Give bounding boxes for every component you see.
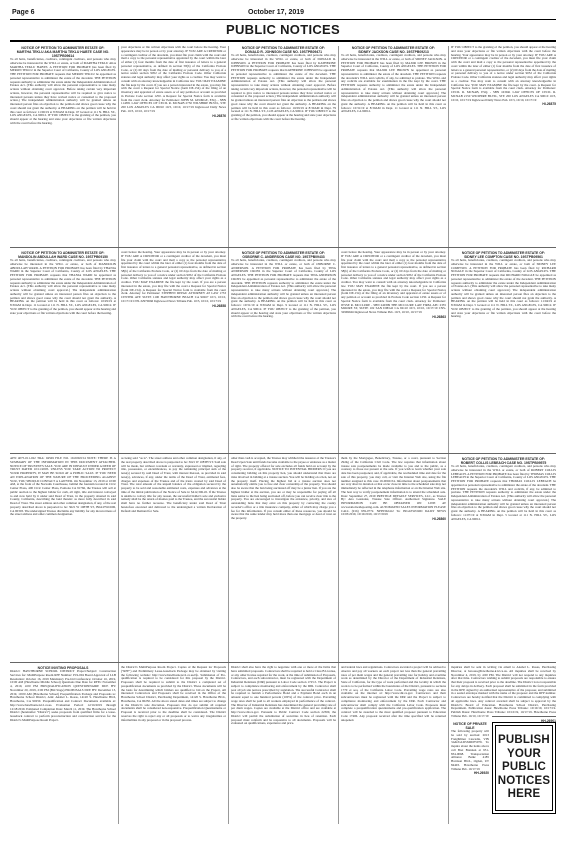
notice-body: as being sold "as is". The street address and other common designation, if any, of the real property described above is purported to be: 3621 W 108TH ST. Said sale will be made, but without covenant or warranty, expressed or implied, regarding title, possession, or encumbrances, to pay the remaining principal sum of the note(s) secured by said Deed of Trust, with interest thereon, as provided in said note(s), advances, if any, under the terms of the Deed of Trust, estimated fees, charges and expenses of the Trustee and of the trusts created by said Deed of Trust. The total amount of the unpaid balance of the obligation secured by the property to be sold and reasonable estimated costs, expenses and advances at the time of the initial publication of the Notice of Sale is: $412,306.45. If the Trustee is unable to convey title for any reason, the successful bidder's sole and exclusive remedy shall be the return of monies paid to the Trustee, and the successful bidder shall have no further recourse. The beneficiary under said Deed of Trust heretofore executed and delivered to the undersigned a written Declaration of Default and Demand for Sale.: [121, 457, 226, 513]
notice-subtitle: MARTHA TEKLU AKA MARTHA TEKLU HABTE CASE NO. 19STPB09614: [16, 50, 110, 58]
notice-body: To all heirs, beneficiaries, creditors, contingent creditors, and persons who may otherwise be interested in the WILL or estate, or both of SIDNEY LEE COMPTON. A PETITION FOR PROBATE has been filed by RICHARD NOGGLE in the Superior Court of California, County of LOS ANGELES. THE PETITION FOR PROBATE requests that RICHARD NOGGLE be appointed as personal representative to administer the estate of the decedent. THE PETITION requests authority to administer the estate under the Independent Administration of Estates Act. (This authority will allow the personal representative to take many actions without obtaining court approval.) The independent administration authority will be granted unless an interested person files an objection to the petition and shows good cause why the court should not grant the authority. A HEARING on the petition will be held in this court as follows: 11/04/19 at 8:30AM in Dept. 5 located at 111 N. HILL ST., LOS ANGELES, CA 90012. IF YOU OBJECT to the granting of the petition, you should appear at the hearing and state your objections or file written objections with the court before the hearing.: [451, 258, 556, 319]
legal-notice: [341, 46, 446, 245]
notice-subtitle: DONALD R. JOHNSON CASE NO. 19STPB09471: [244, 50, 323, 54]
legal-notice: [341, 251, 446, 451]
legal-notice: [121, 251, 226, 451]
notice-title: NOTICE OF PRIVATE SALE: [453, 722, 487, 730]
notice-title: NOTICE INVITING PROPOSALS: [37, 666, 89, 670]
notice-body: IF YOU OBJECT to the granting of the petition, you should appear at the hearing and state your objections or file written objections with the court before the hearing. Your appearance may be in person or by your attorney. IF YOU ARE A CREDITOR or a contingent creditor of the decedent, you must file your claim with the court and mail a copy to the personal representative appointed by the court within the later of either (1) four months from the date of first issuance of letters to a general personal representative, or (2) 60 days from the date of mailing or personal delivery to you of a notice under section 9052 of the California Probate Code. Other California statutes and legal authority may affect your rights as a creditor. You may want to consult with an attorney knowledgeable in California law. YOU MAY EXAMINE the file kept by the court. A Request for Special Notice form is available from the court clerk. Attorney for Petitioner: CECIL R. MCNAB, ESQ. - SBN 163941 LAW OFFICES OF CECIL R. MCNAB 2150 WILSHIRE BLVD., STE 200 LOS ANGELES CA 90010 10/3, 10/10, 10/17/19 Inglewood Daily News Pub. 10/3, 10/10, 10/17/19: [451, 46, 556, 102]
legal-notice: [231, 457, 336, 660]
notice-body: the District's MultiPurpose Room Project. Copies of the Request for Proposals ("RFP") and Preliminary Lease-leaseback Package may be obtained by visiting the following website: http://www.hawthorne.k12.ca.us/rfp. Submission of Pre-qualification is required to be considered for this proposal by the District. Proposers shall be required to submit to the District a completed set of prequalification documents as provided by the District. These documents will be the basis for determining which bidders are qualified to bid on the Project. All interested Contractors and Proposers shall be received in the Office of the Hawthorne School District, Purchasing Department, 14120 S. Hawthorne Blvd., Hawthorne, CA 90250. All the above stated dates and times are subject to change at the District's sole discretion. Proposers that do not submit all required documents shall be considered non-responsive. Prequalification Questionnaire or Proposal is received prior to the deadline shall be considered. The District reserves the right to reject any or all proposals or to waive any irregularities or informalities in any proposal or in the proposal process.: [121, 666, 226, 722]
legal-notice: [341, 457, 446, 660]
issue-date: October 17, 2019: [248, 9, 305, 16]
notice-id: HI-26858: [212, 303, 226, 308]
notice-title: NOTICE OF PETITION TO ADMINISTER ESTATE OF:: [461, 251, 546, 255]
notice-title: NOTICE OF PETITION TO ADMINISTER ESTATE OF:: [241, 46, 326, 50]
notice-body: To all heirs, beneficiaries, creditors, contingent creditors, and persons who may otherwise be interested in the WILL or estate, or both of ROBERT COLLIS LEBEACH. A PETITION FOR PROBATE has been filed by THOMAS COLLIS LEBEACH in the Superior Court of California, County of LOS ANGELES. THE PETITION FOR PROBATE requests that THOMAS COLLIS LEBEACH be appointed as personal representative to administer the estate of the decedent. THE PETITION requests the decedent's WILL and codicils, if any, be admitted to probate. THE PETITION requests authority to administer the estate under the Independent Administration of Estates Act. (This authority will allow the personal representative to take many actions without obtaining court approval.) The independent administration authority will be granted unless an interested person files an objection to the petition and shows good cause why the court should not grant the authority. A HEARING on the petition will be held in this court as follows: 11/07/19 at 8:30AM in Dept. 5 located at 111 N. HILL ST., LOS ANGELES, CA 90012.: [451, 464, 556, 521]
legal-notice: [231, 666, 336, 838]
row-divider: [10, 453, 556, 454]
notice-subtitle: OSBORNE C. ANDERSON CASE NO. 19STPB09433: [242, 255, 325, 259]
notice-body: your objections or file written objections with the court before the hearing. Your appearance may be in person or by your attorney. IF YOU ARE A CREDITOR or a contingent creditor of the decedent, you must file your claim with the court and mail a copy to the personal representative appointed by the court within the later of either (1) four months from the date of first issuance of letters to a general personal representative, as defined in section 58(b) of the California Probate Code, or (2) 60 days from the date of mailing or personal delivery to you of a notice under section 9052 of the California Probate Code. Other California statutes and legal authority may affect your rights as a creditor. You may want to consult with an attorney knowledgeable in California law. YOU MAY EXAMINE the file kept by the court. If you are a person interested in the estate, you may file with the court a Request for Special Notice (form DE-154) of the filing of an inventory and appraisal of estate assets or of any petition or account as provided in Probate Code section 1250. A Request for Special Notice form is available from the court clerk. Attorney for Petitioner: JOHN M. GEORGE, ESQ. - SBN 114381 LAW OFFICES OF CECIL R. MCNAB 2750 WILSHIRE BLVD., STE 200 LOS ANGELES CA 90010 10/3, 10/10, 10/17/19 Inglewood Daily News Pub. 10/3, 10/10, 10/17/19: [121, 46, 226, 113]
column-divider: [118, 46, 119, 824]
legal-notice: [231, 251, 336, 451]
notice-title: NOTICE OF PETITION TO ADMINISTER ESTATE OF:: [241, 251, 326, 255]
legal-notice: [121, 457, 226, 660]
notice-body: To all heirs, beneficiaries, creditors, contingent creditors, and persons who may otherwise be interested in the WILL or estate, or both of SIDNEY JACKSON. A PETITION FOR PROBATE has been filed by MAJOR LEE BROWN in the Superior Court of California, County of LOS ANGELES. THE PETITION FOR PROBATE requests that MAJOR LEE BROWN be appointed as personal representative to administer the estate of the decedent. THE PETITION requests the decedent's WILL and codicils, if any, be admitted to probate. The WILL and any codicils are available for examination in the file kept by the court. THE PETITION requests authority to administer the estate under the Independent Administration of Estates Act. (This authority will allow the personal representative to take many actions without obtaining court approval.) The independent administration authority will be granted unless an interested person files an objection to the petition and shows good cause why the court should not grant the authority. A HEARING on the petition will be held in this court as follows: 10/31/19 at 8:30AM in Dept. 11 located at 111 N. HILL ST., LOS ANGELES, CA 90012.: [341, 53, 446, 114]
notice-title: NOTICE OF PETITION TO ADMINISTER ESTATE OF:: [21, 46, 105, 50]
header-rule: [10, 19, 556, 20]
title-rule: [10, 40, 556, 42]
legal-notice: [451, 251, 556, 451]
notice-id: HI-26863: [432, 314, 446, 319]
row-divider: [10, 247, 556, 248]
notice-id: HH-26901: [540, 718, 556, 723]
publish-notices-ad-text: PUBLISH YOUR PUBLIC NOTICES HERE: [495, 725, 553, 811]
notice-subtitle: SIDNEY LEE COMPTON CASE NO. 19STPB09561: [464, 255, 543, 259]
legal-notice: [451, 722, 489, 838]
publish-notices-ad[interactable]: [492, 722, 556, 814]
notice-body: court before the hearing. Your appearance may be in person or by your attorney. IF YOU ARE A CREDITOR or a contingent creditor of the decedent, you must file your claim with the court and mail a copy to the personal representative appointed by the court within the later of either (1) four months from the date of first issuance of letters to a general personal representative, as defined in section 58(b) of the California Probate Code, or (2) 60 days from the date of mailing or personal delivery to you of a notice under section 9052 of the California Probate Code. Other California statutes and legal authority may affect your rights as a creditor. YOU MAY EXAMINE the file kept by the court. If you are a person interested in the estate, you may file with the court a Request for Special Notice (form DE-154). A Request for Special Notice form is available from the court clerk. Attorney for Petitioner: STEPHEN DEPAU ATTORNEY AT LAW 1733 CENTER AVE SUITE 1100 HAWTHORNE BEACH CA 90267 10/3, 10/10, 10/17/19 CNS-3297069# Inglewood News Tribune Pub. 10/3, 10/10, 10/17/19: [121, 251, 226, 303]
legal-notice: [121, 46, 226, 245]
notice-subtitle: ROBERT COLLIS LEBEACH CASE NO. 19STPB09575: [460, 461, 547, 465]
legal-notice: [10, 46, 116, 245]
legal-notice: [341, 666, 446, 838]
notice-title: NOTICE OF PETITION TO ADMINISTER ESTATE OF:: [461, 457, 546, 461]
page-number: Page 6: [12, 9, 35, 16]
notice-body: The following property will be sold by auction: 2013 Freightliner Cascadia, VIN 3AKJGLD5XDDF5979. To inquire about the items above call Bret Brennan at 951-834-0068. Transportation Alliance Bank: 4185 Harrison Blvd., Ogden, UT 84403. Hawthorne Press Tribune Pub. 10/17/19: [451, 729, 489, 771]
notice-body: District: HAWTHORNE SCHOOL DISTRICT Project/Subject: Construction Services for: MultiPurpose Room RFP Number: P19-004 Board Approval of LLB Resolution: October 16, 2019 Mandatory Pre-bid Conference: October 16, 2019, 10:00 AM (Hawthorne Middle School) Questions Due Date for RFPs: November 4, 2019, 4:00 PM PREQUALIFICATION QUESTIONNAIRE DUE BY: November 20, 2019, 2:00 PM (Bid Stage) PROPOSALS DUE BY: December 13, 2019, 10:00 AM (Hawthorne School) Prequalification Package and Proposals to: Hawthorne School District, Attn: Anabel L. Rosas, 14120 S. Hawthorne Blvd, Hawthorne, CA 90250. Prequalification and Contract Documents available at: http://www.hawthorne.k12.ca.us. Evaluation Period: 12/16/2019 through 12/18/2019. Estimated Completion Date: March 11, 2019. The Hawthorne School District (hereinafter "District") seeks proposals from qualified firms for a lease-leaseback contract to perform preconstruction and construction services for the District's MultiPurpose Room Project.: [10, 669, 116, 722]
legal-notice: [121, 666, 226, 838]
notice-body: To all heirs, beneficiaries, creditors, contingent creditors, and persons who may otherwise be interested in the WILL or estate, or both of OSBORNE C. ANDERSON. A PETITION FOR PROBATE has been filed by TINA ANDERSON CROSS in the Superior Court of California, County of LOS ANGELES. THE PETITION FOR PROBATE requests that TINA ANDERSON CROSS be appointed as personal representative to administer the estate of the decedent. THE PETITION requests authority to administer the estate under the Independent Administration of Estates Act. (This authority will allow the personal representative to take many actions without obtaining court approval.) The independent administration authority will be granted unless an interested person files an objection to the petition and shows good cause why the court should not grant the authority. A HEARING on the petition will be held in this court as follows: 10/31/19 at 8:30AM in Dept. 9 located at 111 N. HILL ST., LOS ANGELES, CA 90012. IF YOU OBJECT to the granting of the petition, you should appear at the hearing and state your objections or file written objections with the court before the hearing.: [231, 258, 336, 319]
column-divider: [448, 46, 449, 824]
notice-id: HI-26876: [212, 113, 226, 118]
notice-body: To all heirs, beneficiaries, creditors, contingent creditors, and persons who may otherwise be interested in the WILL or estate, or both of MANDOLIN ABDULLAH WARD. A PETITION FOR PROBATE has been filed by THANIA WARD in the Superior Court of California, County of LOS ANGELES. THE PETITION FOR PROBATE requests that THANIA WARD be appointed as personal representative to administer the estate of the decedent. THE PETITION requests authority to administer the estate under the Independent Administration of Estates Act. (This authority will allow the personal representative to take many actions without obtaining court approval.) The independent administration authority will be granted unless an interested person files an objection to the petition and shows good cause why the court should not grant the authority. A HEARING on the petition will be held in this court as follows: 10/29/19 at 8:30AM in Dept. 11 located at 111 N. HILL ST., LOS ANGELES, CA 90012. IF YOU OBJECT to the granting of the petition, you should appear at the hearing and state your objections or file written objections with the court before the hearing.: [10, 258, 116, 315]
notice-body: APN 4075-011-022 TRA: 04569 FILE NO. 19-0002154 NOTE: THERE IS A SUMMARY OF THE INFORMATION IN THIS DOCUMENT ATTACHED. NOTICE OF TRUSTEE'S SALE. YOU ARE IN DEFAULT UNDER A DEED OF TRUST DATED 10/11/2005. UNLESS YOU TAKE ACTION TO PROTECT YOUR PROPERTY, IT MAY BE SOLD AT A PUBLIC SALE. IF YOU NEED AN EXPLANATION OF THE NATURE OF THE PROCEEDING AGAINST YOU, YOU SHOULD CONTACT A LAWYER. On November 13, 2019 at 10:00 AM, at the front of the Norwalk Courthouse, behind the fountain located in Civic Center Plaza, 400 Civic Center Plaza, Pomona CA 91766, the Trustee will sell at public auction to the highest bidder for cash, all right, title and interest conveyed to and now held by it under said Deed of Trust, in the property situated in said County, California, describing the land therein: as more fully described in said Deed of Trust. The street address and other common designation, if any, of the real property described above is purported to be: 3621 W 108TH ST, INGLEWOOD, CA 90303. The undersigned Trustee disclaims any liability for any incorrectness of the street address and other common designation.: [10, 457, 116, 517]
legal-notice: [10, 457, 116, 660]
legal-notice: [451, 457, 556, 660]
notice-body: inquiries shall be sent in writing via email to Anabel L. Rosas, Purchasing Director, at barosas@hawthorne.k12.ca.us. All inquiries shall be received by November 4, 2019, by 4:00 PM. The District will not respond to any inquiries after that time. Contractors wishing to submit proposals are responsible to ensure that their proposal is received prior to the deadline. The District is not responsible for any delays in delivery. Each proposal shall be submitted in the form provided in the RFP, signed by an authorized representative of the proposer, and submitted in a sealed envelope marked with the name of the proposer and the RFP number. Contractors are hereby notified that the District is committed to complying with all applicable laws. Any contract awarded shall be subject to approval by the District's Board of Education. Hawthorne School District, Purchasing Department. Publication dates: Hawthorne Press Tribune: 10/10/19, 10/17/19. Publish Dates: Hawthorne Press Tribune: 10/10/19, 10/17/19. Hawthorne Press Tribune Pub. 10/10, 10/17/19: [451, 666, 556, 718]
notice-body: other than cash is accepted, the Trustee may withhold the issuance of the Trustee's Deed Upon Sale until funds become available to the payee or endorsee as a matter of right. The property offered for sale excludes all funds held on account by the property receiver, if applicable. NOTICE TO POTENTIAL BIDDERS: If you are considering bidding on this property lien, you should understand that there are risks involved in bidding at a trustee auction. You will be bidding on a lien, not on the property itself. Placing the highest bid at a trustee auction does not automatically entitle you to free and clear ownership of the property. You should also be aware that the lien being auctioned off may be a junior lien. If you are the highest bidder at the auction, you are or may be responsible for paying off all liens senior to the lien being auctioned off, before you can receive clear title to the property. You are encouraged to investigate the existence, priority, and size of outstanding liens that may exist on this property by contacting the county recorder's office or a title insurance company, either of which may charge you a fee for this information. If you consult either of these resources, you should be aware that the same lender may hold more than one mortgage or deed of trust on the property.: [231, 457, 336, 520]
notice-id: HI-26860: [432, 517, 446, 521]
notice-subtitle: MANDOLIN ABDULLAH WARD CASE NO. 19STPB09150: [18, 255, 108, 259]
legal-notice: [10, 251, 116, 451]
notice-body: District shall also have the right to negotiate with one or more of the firms that have submitted proposals. Contractors shall be required to hold a Class B License, or any other license required for the work, at the time of submission of Proposals. Contractors, and each subcontractor, must be registered with the Department of Industrial Relations (DIR) pursuant to Labor Code section 1725.5. The Project is subject to compliance monitoring and enforcement by the DIR. Contractor shall post all job site notices prescribed by regulation. The successful Contractor shall be required to furnish a Performance Bond and a Payment Bond each in an amount equal to one hundred percent (100%) of the contract price. Prevailing wage rates shall be paid to all workers employed in performance of the contract. The Director of Industrial Relations has determined the general prevailing rate of per diem wages. Copies are available at the District office and are available at http://www.dir.ca.gov. Pursuant to Public Contract Code section 22300, the District will permit the substitution of securities in lieu of retention. Each proposal must conform and be responsive to all documents. Proposals will be evaluated on qualifications, experience and price.: [231, 666, 336, 726]
section-title: PUBLIC NOTICES: [226, 22, 340, 37]
notice-id: HH-26920: [473, 771, 489, 776]
legal-notice: [451, 46, 556, 245]
column-divider: [338, 46, 339, 824]
notice-title: NOTICE OF PETITION TO ADMINISTER ESTATE OF:: [351, 46, 436, 50]
notice-subtitle: SIDNEY JACKSON CASE NO. 19STPB09213: [358, 50, 429, 54]
notice-body: court before the hearing. Your appearance may be in person or by your attorney. IF YOU ARE A CREDITOR or a contingent creditor of the decedent, you must file your claim with the court and mail a copy to the personal representative appointed by the court within the later of either (1) four months from the date of first issuance of letters to a general personal representative, as defined in section 58(b) of the California Probate Code, or (2) 60 days from the date of mailing or personal delivery to you of a notice under section 9052 of the California Probate Code. Other California statutes and legal authority may affect your rights as a creditor. You may want to consult with an attorney knowledgeable in California law. YOU MAY EXAMINE the file kept by the court. If you are a person interested in the estate, you may file with the court a Request for Special Notice (form DE-154) of the filing of an inventory and appraisal of estate assets or of any petition or account as provided in Probate Code section 1250. A Request for Special Notice form is available from the court clerk. Attorney for Petitioner: JESSE R. MCCLURE - SBN 240399 THE MCCLURE LAW FIRM, APC 2355 MOORE ST, SUITE 102 SAN DIEGO CA 92110 10/3, 10/10, 10/17/19 CNS-3296962# Inglewood News Tribune Pub. 10/3, 10/10, 10/17/19: [341, 251, 446, 314]
notice-body: To all heirs, beneficiaries, creditors, contingent creditors, and persons who may otherwise be interested in the WILL or estate, or both of MARTHA TEKLU AKA MARTHA TEKLU HABTE. A PETITION FOR PROBATE has been filed by MERON TEKLU in the Superior Court of California, County of LOS ANGELES. THE PETITION FOR PROBATE requests that MERON TEKLU be appointed as personal representative to administer the estate of the decedent. THE PETITION requests authority to administer the estate under the Independent Administration of Estates Act. (This authority will allow the personal representative to take many actions without obtaining court approval. Before taking certain very important actions, however, the personal representative will be required to give notice to interested persons unless they have waived notice or consented to the proposed action.) The independent administration authority will be granted unless an interested person files an objection to the petition and shows good cause why the court should not grant the authority. A HEARING on the petition will be held in this court as follows: 11/06/19 at 8:30AM in Dept. 67 located at 111 N. HILL ST., LOS ANGELES, CA 90012. IF YOU OBJECT to the granting of the petition, you should appear at the hearing and state your objections or file written objections with the court before the hearing.: [10, 57, 116, 125]
legal-notice: [231, 46, 336, 245]
notice-body: them by the Mortgagee, Beneficiary, Trustee, or a court, pursuant to Section 2924g of the California Civil Code. The law requires that information about trustee sale postponements be made available to you and to the public, as a courtesy to those not present at the sale. If you wish to learn whether your sale date has been postponed, and, if applicable, the rescheduled time and date for the sale of this property, you may call, or visit the Internet Web site, using the file number assigned to this case 19-0002154. Information about postponements that are very short in duration or that occur close in time to the scheduled sale may not immediately be reflected in the telephone information or on the Internet Web site. The best way to verify postponement information is to attend the scheduled sale. Date: September 27, 2019 PRESTIGE DEFAULT SERVICES, LLC, as Trustee By: Ana Gonzalez, Trustee Sale Officer. Authorized Signature. SALE INFORMATION CAN BE OBTAINED ON LINE AT www.nationwideposting.com. AUTOMATED SALES INFORMATION PLEASE CALL (916) 939-0772. NPP0362412 To: INGLEWOOD DAILY NEWS 10/03/2019, 10/10/2019, 10/17/2019: [341, 457, 446, 517]
notice-id: HI-26875: [542, 102, 556, 107]
legal-notice: [10, 666, 116, 838]
row-divider: [10, 662, 556, 663]
column-divider: [228, 46, 229, 824]
notice-body: and federal laws and regulations. Contractors awarded a project will be advised to observe and pay all workers on each project not less than the general prevailing rates of per diem wages and the general prevailing rate for holiday and overtime work as determined by the Director of the Department of Industrial Relations, State of California, for the type of work performed and the locality in which the work is to be performed within the boundaries of the District, pursuant to sections 1770 et seq. of the California Labor Code. Prevailing wage rates are also available on the internet at: http://www.dir.ca.gov. Contractors and their subcontractors must be registered with the DIR and the Project is subject to compliance monitoring and enforcement by the DIR. Each Contractor and subcontractor shall comply with the California Labor Code. Proposers must complete a prequalification questionnaire and pre-qualification application. The contract will be awarded to the most qualified proposer pursuant to Education Code 17406. Any proposal received after the time specified will be returned unopened.: [341, 666, 446, 722]
notice-title: NOTICE OF PETITION TO ADMINISTER ESTATE OF:: [21, 251, 105, 255]
notice-body: To all heirs, beneficiaries, creditors, contingent creditors, and persons who may otherwise be interested in the WILL or estate, or both of DONALD R. JOHNSON. A PETITION FOR PROBATE has been filed by KATHERINE JOHNSON in the Superior Court of California, County of LOS ANGELES. THE PETITION FOR PROBATE requests that KATHERINE JOHNSON be appointed as personal representative to administer the estate of the decedent. THE PETITION requests authority to administer the estate under the Independent Administration of Estates Act. (This authority will allow the personal representative to take many actions without obtaining court approval. Before taking certain very important actions, however, the personal representative will be required to give notice to interested persons unless they have waived notice or consented to the proposed action.) The independent administration authority will be granted unless an interested person files an objection to the petition and shows good cause why the court should not grant the authority. A HEARING on the petition will be held in this court as follows: 10/29/19 at 8:30AM in Dept. 79 located at 111 N. HILL ST., LOS ANGELES, CA 90012. IF YOU OBJECT to the granting of the petition, you should appear at the hearing and state your objections or file written objections with the court before the hearing.: [231, 53, 336, 121]
